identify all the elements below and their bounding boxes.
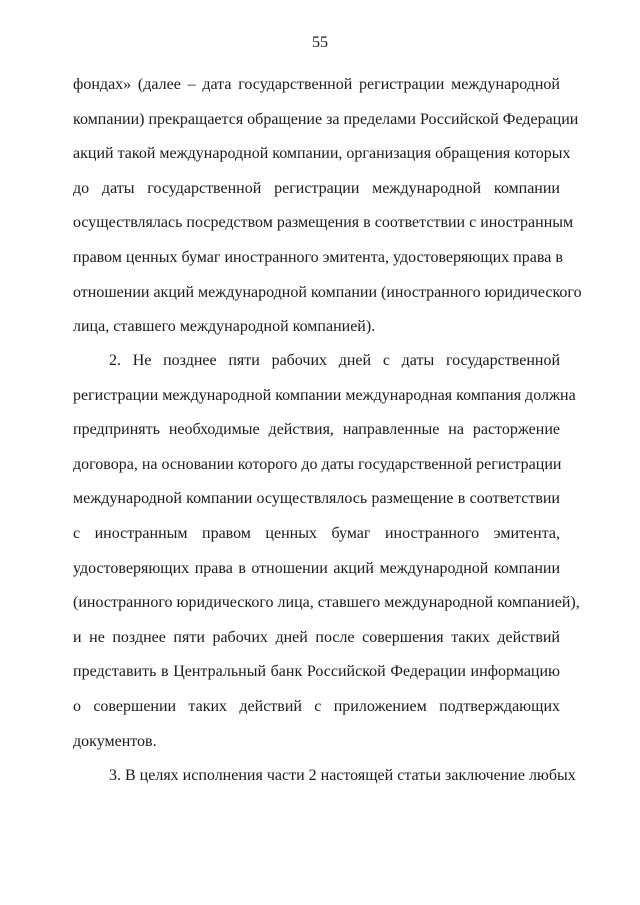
text-line: до даты государственной регистрации международной компании [73, 179, 560, 197]
text-line: о совершении таких действий с приложением подтверждающих [73, 697, 560, 715]
text-line: (иностранного юридического лица, ставшего международной компанией), [73, 594, 580, 612]
text-line: 3. В целях исполнения части 2 настоящей статьи заключение любых [109, 767, 576, 784]
text-line: удостоверяющих права в отношении акций международной компании [73, 559, 560, 577]
text-line: акций такой международной компании, организация обращения которых [73, 145, 571, 163]
text-line: правом ценных бумаг иностранного эмитента, удостоверяющих права в [73, 248, 563, 266]
text-line: 2. Не позднее пяти рабочих дней с даты государственной [109, 352, 560, 369]
paragraph-continuation [73, 68, 582, 345]
text-line: и не позднее пяти рабочих дней после совершения таких действий [73, 628, 560, 646]
paragraph-3 [73, 759, 576, 794]
text-line: регистрации международной компании международная компания должна [73, 386, 576, 404]
text-line: договора, на основании которого до даты государственной регистрации [73, 455, 562, 473]
text-line: представить в Центральный банк Российской Федерации информацию [73, 663, 560, 681]
text-line: фондах» (далее – дата государственной регистрации международной [73, 76, 560, 93]
text-line: отношении акций международной компании (иностранного юридического [73, 283, 582, 301]
text-line: компании) прекращается обращение за пределами Российской Федерации [73, 110, 579, 128]
text-line: осуществлялась посредством размещения в соответствии с иностранным [73, 214, 574, 232]
text-line: международной компании осуществлялось размещение в соответствии [73, 490, 560, 508]
text-line: предпринять необходимые действия, направленные на расторжение [73, 421, 560, 439]
text-line: документов. [73, 732, 157, 750]
text-line: с иностранным правом ценных бумаг иностранного эмитента, [73, 524, 560, 542]
text-line: лица, ставшего международной компанией). [73, 318, 376, 336]
page-number: 55 [312, 34, 328, 51]
paragraph-2 [73, 344, 580, 759]
